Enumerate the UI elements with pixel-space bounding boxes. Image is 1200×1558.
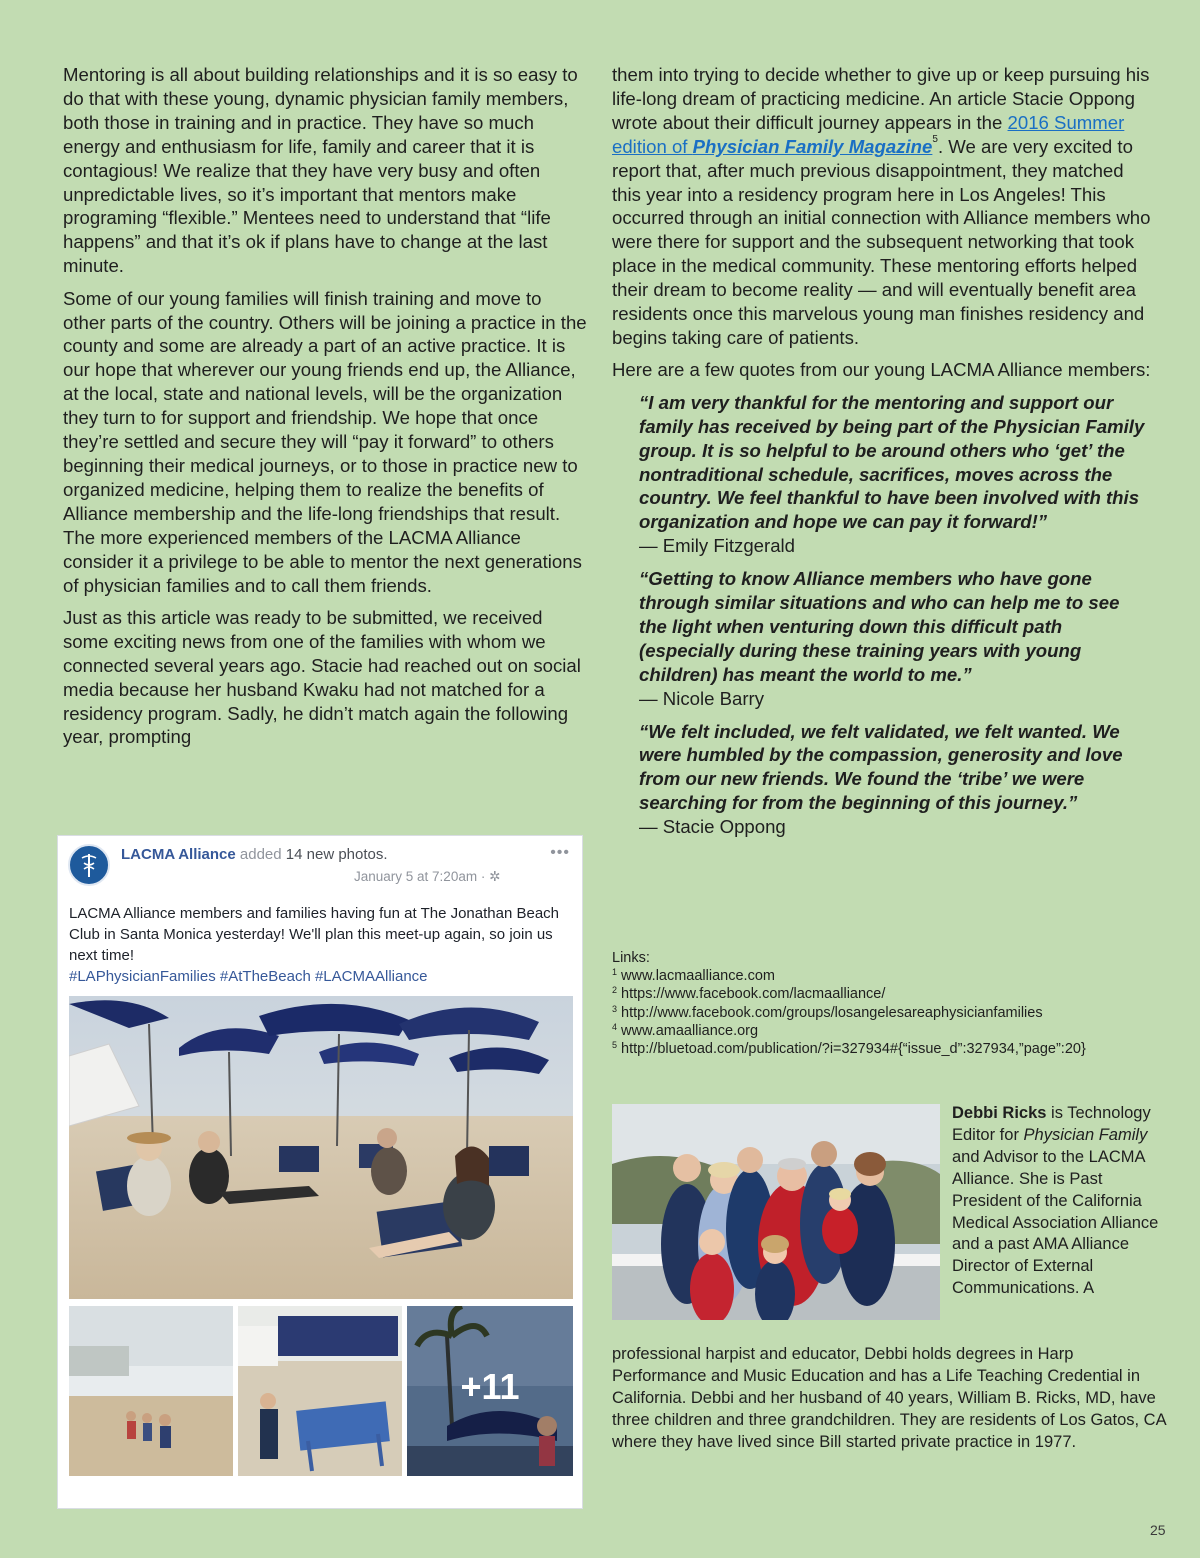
quote-text: “Getting to know Alliance members who have gone through similar situations and who can help me to see the light when venturing down this difficult path (especially during these training years with young children) has meant the world to me.” xyxy=(639,568,1120,685)
paragraph: Just as this article was ready to be submitted, we received some exciting news from one of the families with whom we connected several years ago. Stacie had reached out on social media because her husband Kwaku had not matched for a residency program. Sadly, he didn’t match again the following year, prompting xyxy=(63,606,581,748)
author-bio-side: Debbi Ricks is Technology Editor for Physician Family and Advisor to the LACMA Alliance. She is Past President of the California Medical Association Alliance and a past AMA Alliance Director of External Communications. A xyxy=(952,1104,1159,1298)
link-item[interactable]: $^2$ https://www.facebook.com/lacmaalliance/ xyxy=(612,985,886,1003)
beach-photo[interactable] xyxy=(69,996,573,1299)
post-text: LACMA Alliance members and families having fun at The Jonathan Beach Club in Santa Monica yesterday! We'll plan this meet-up again, so join us next time! #LAPhysicianFamilies #AtTheBeach #LACMAAlliance xyxy=(69,905,560,985)
post-header: LACMA Alliance added 14 new photos. xyxy=(121,846,388,863)
left-column xyxy=(63,63,587,758)
family-photo xyxy=(612,1104,940,1320)
more-photos-tile[interactable] xyxy=(407,1306,573,1476)
link-item[interactable]: $^5$ http://bluetoad.com/publication/?i=327934#{“issue_d”:327934,”page”:20} xyxy=(612,1040,1086,1058)
page-avatar[interactable] xyxy=(68,844,110,886)
quote-author: — Nicole Barry xyxy=(639,687,765,709)
magazine-link[interactable]: 2016 Summer edition of Physician Family Magazine xyxy=(612,111,1125,157)
caduceus-icon xyxy=(78,852,100,878)
quote-author: — Stacie Oppong xyxy=(639,816,786,838)
paragraph: them into trying to decide whether to give up or keep pursuing his life-long dream of practicing medicine. An article Stacie Oppong wrote about their difficult journey appears in the 2016 Summer edition of Physician Family Magazine$^5$. We are very excited to report that, after much previous disappointment, they matched this year into a residency program here in Los Angeles! This occurred through an initial connection with Alliance members who were there for support and the subsequent networking that took place in the medical community. These mentoring efforts helped their dream to become reality — and will eventually benefit area residents once this marvelous young man finishes residency and begins taking care of patients. xyxy=(612,64,1151,348)
quote xyxy=(639,391,1152,558)
links-heading: Links: xyxy=(612,950,650,966)
foosball-photo[interactable] xyxy=(238,1306,402,1476)
links-list xyxy=(612,949,1172,1058)
author-name: Debbi Ricks xyxy=(952,1104,1047,1122)
facebook-post xyxy=(57,835,583,1509)
quote-author: — Emily Fitzgerald xyxy=(639,535,796,557)
link-item[interactable]: $^4$ www.amaalliance.org xyxy=(612,1021,759,1039)
right-column xyxy=(612,63,1152,848)
photo-count[interactable]: 14 new photos. xyxy=(285,846,388,863)
paragraph: Some of our young families will finish training and move to other parts of the country. Others will be joining a practice in the county and some are already a part of an active practice. It is our hope that wherever our young friends end up, the Alliance, at the local, state and national levels, will be the organization they turn to for support and friendship. We hope that once they’re settled and secure they will “pay it forward” to others beginning their medical journeys, or to those in practice new to organized medicine, helping them to realize the benefits of Alliance membership and the life-long friendships that result. The more experienced members of the LACMA Alliance consider it a privilege to be able to mentor the next generations of physician families and to call them friends. xyxy=(63,287,587,596)
quote xyxy=(639,720,1152,840)
author-bio-rest: professional harpist and educator, Debbi holds degrees in Harp Performance and Music Education and has a Life Teaching Credential in California. Debbi and her husband of 40 years, William B. Ricks, MD, have three children and three grandchildren. They are residents of Los Gatos, CA where they have lived since Bill started private practice in 1977. xyxy=(612,1345,1166,1451)
paragraph: Here are a few quotes from our young LACMA Alliance members: xyxy=(612,359,1151,381)
page-name-link[interactable]: LACMA Alliance xyxy=(121,846,236,863)
hashtags[interactable]: #LAPhysicianFamilies #AtTheBeach #LACMAAlliance xyxy=(69,968,428,985)
quote xyxy=(639,567,1152,710)
link-item[interactable]: $^1$ www.lacmaalliance.com xyxy=(612,967,775,985)
quote-text: “We felt included, we felt validated, we felt wanted. We were humbled by the compassion, generosity and love from our new friends. We found the ‘tribe’ we were searching for from the beginning of this journey.” xyxy=(639,720,1123,814)
page-number: 25 xyxy=(1150,1522,1166,1538)
footnote-ref: 5 xyxy=(932,133,938,145)
beach-kids-photo[interactable] xyxy=(69,1306,233,1476)
more-options-icon[interactable]: ••• xyxy=(550,844,570,861)
link-item[interactable]: $^3$ http://www.facebook.com/groups/losangelesareaphysicianfamilies xyxy=(612,1003,1043,1021)
more-photos-count: +11 xyxy=(460,1366,520,1407)
quote-text: “I am very thankful for the mentoring and support our family has received by being part of the Physician Family group. It is so helpful to be around others who ‘get’ the nontraditional schedule, sacrifices, moves across the country. We feel thankful to have been involved with this organization and hope we can pay it forward!” xyxy=(639,391,1145,533)
paragraph: Mentoring is all about building relationships and it is so easy to do that with these young, dynamic physician family members, both those in training and in practice. They have so much energy and enthusiasm for life, family and career that it is contagious! We realize that they have very busy and often unpredictable lives, so it’s important that mentors make programing “flexible.” Mentees need to understand that “life happens” and that it’s ok if plans have to change at the last minute. xyxy=(63,64,578,277)
post-timestamp[interactable]: January 5 at 7:20am · ✲ xyxy=(354,869,501,884)
